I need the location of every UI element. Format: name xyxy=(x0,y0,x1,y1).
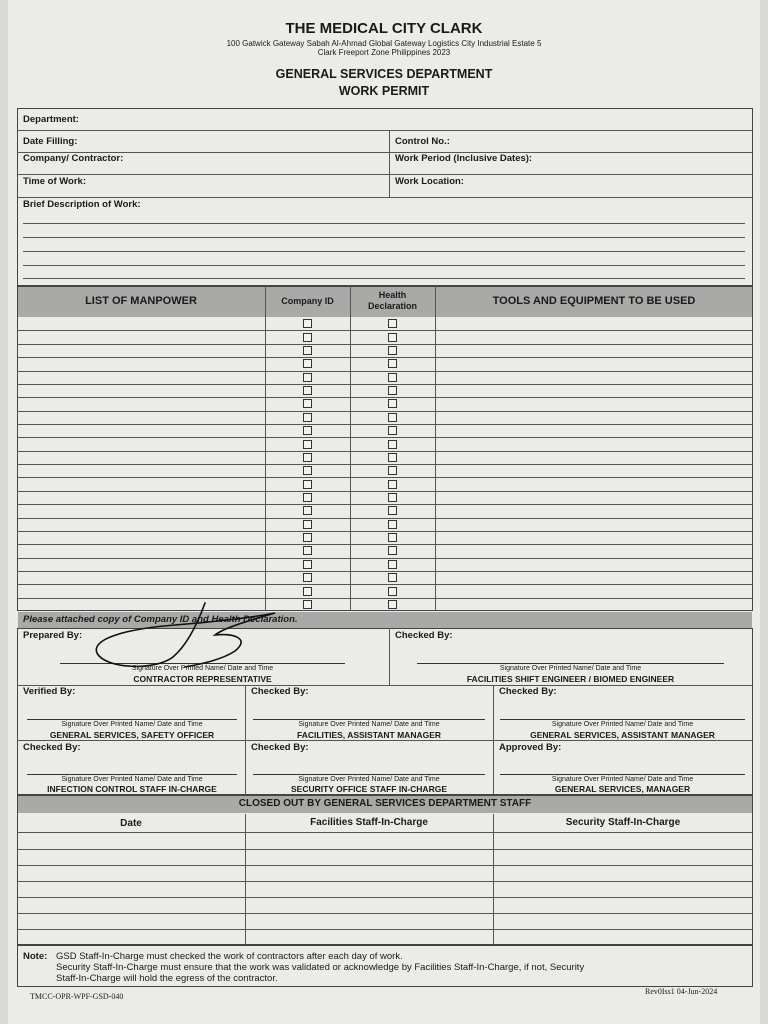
attach-note: Please attached copy of Company ID and Health Declaration. xyxy=(23,614,298,625)
role-contractor: CONTRACTOR REPRESENTATIVE xyxy=(133,674,272,684)
role-security-office: SECURITY OFFICE STAFF IN-CHARGE xyxy=(291,784,447,794)
divider xyxy=(389,130,390,197)
signature-line-security-office[interactable] xyxy=(253,774,485,775)
note-line3: Staff-In-Charge will hold the egress of the contractor. xyxy=(56,973,278,984)
company-id-checkbox[interactable] xyxy=(303,386,312,395)
checked-by-label: Checked By: xyxy=(251,686,309,697)
role-infection-control: INFECTION CONTROL STAFF IN-CHARGE xyxy=(47,784,217,794)
approved-by-label: Approved By: xyxy=(499,742,562,753)
signature-caption: Signature Over Printed Name/ Date and Time xyxy=(298,721,440,728)
health-declaration-checkbox[interactable] xyxy=(388,506,397,515)
company-id-checkbox[interactable] xyxy=(303,413,312,422)
checked-by-label: Checked By: xyxy=(23,742,81,753)
work-period-field-label[interactable]: Work Period (Inclusive Dates): xyxy=(395,153,533,164)
divider xyxy=(17,197,753,198)
company-id-checkbox[interactable] xyxy=(303,453,312,462)
role-gs-manager: GENERAL SERVICES, MANAGER xyxy=(554,784,691,794)
company-id-checkbox[interactable] xyxy=(303,319,312,328)
col-health-declaration-l2: Declaration xyxy=(367,301,418,311)
closeout-title: CLOSED OUT BY GENERAL SERVICES DEPARTMENT STAFF xyxy=(238,798,532,809)
handwritten-signature-icon xyxy=(85,595,285,675)
signature-caption: Signature Over Printed Name/ Date and Time xyxy=(551,721,694,728)
signature-line-gs-manager[interactable] xyxy=(500,774,745,775)
divider xyxy=(17,685,753,686)
checked-by-label: Checked By: xyxy=(499,686,557,697)
manpower-row[interactable] xyxy=(17,477,265,490)
manpower-row[interactable] xyxy=(17,384,265,397)
signature-line-gs-am[interactable] xyxy=(500,719,745,720)
divider xyxy=(17,174,753,175)
manpower-row[interactable] xyxy=(17,451,265,464)
divider xyxy=(245,814,246,945)
closeout-row[interactable] xyxy=(17,865,753,866)
health-declaration-checkbox[interactable] xyxy=(388,319,397,328)
divider xyxy=(265,286,266,611)
manpower-row[interactable] xyxy=(17,397,265,410)
col-date: Date xyxy=(120,818,142,829)
company-id-checkbox[interactable] xyxy=(303,506,312,515)
health-declaration-checkbox[interactable] xyxy=(388,386,397,395)
col-security-staff: Security Staff-In-Charge xyxy=(565,817,681,828)
col-health-declaration-l1: Health xyxy=(378,290,407,300)
note-line2: Security Staff-In-Charge must ensure that the work was validated or acknowledge by Facilities Staff-In-Charge, if not, Security xyxy=(56,962,585,973)
manpower-row[interactable] xyxy=(17,464,265,477)
company-contractor-field-label[interactable]: Company/ Contractor: xyxy=(23,153,124,164)
manpower-row[interactable] xyxy=(17,330,265,343)
manpower-row[interactable] xyxy=(17,344,265,357)
work-location-field-label[interactable]: Work Location: xyxy=(395,176,464,187)
checked-by-label: Checked By: xyxy=(395,630,453,641)
closeout-row[interactable] xyxy=(17,913,753,914)
manpower-row[interactable] xyxy=(17,491,265,504)
company-id-checkbox[interactable] xyxy=(303,440,312,449)
health-declaration-checkbox[interactable] xyxy=(388,373,397,382)
signature-line-safety-officer[interactable] xyxy=(27,719,237,720)
health-declaration-checkbox[interactable] xyxy=(388,466,397,475)
health-declaration-checkbox[interactable] xyxy=(388,426,397,435)
health-declaration-checkbox[interactable] xyxy=(388,560,397,569)
health-declaration-checkbox[interactable] xyxy=(388,346,397,355)
department-title: GENERAL SERVICES DEPARTMENT xyxy=(275,67,493,81)
control-no-field-label[interactable]: Control No.: xyxy=(395,136,450,147)
manpower-row[interactable] xyxy=(17,504,265,517)
role-safety-officer: GENERAL SERVICES, SAFETY OFFICER xyxy=(49,730,215,740)
company-id-checkbox[interactable] xyxy=(303,373,312,382)
manpower-row[interactable] xyxy=(17,571,265,584)
description-line[interactable] xyxy=(23,265,745,266)
health-declaration-checkbox[interactable] xyxy=(388,573,397,582)
org-address-line2: Clark Freeport Zone Philippines 2023 xyxy=(317,48,451,57)
signature-line-facilities-am[interactable] xyxy=(253,719,485,720)
health-declaration-checkbox[interactable] xyxy=(388,359,397,368)
closeout-row[interactable] xyxy=(17,897,753,898)
health-declaration-checkbox[interactable] xyxy=(388,453,397,462)
manpower-row[interactable] xyxy=(17,357,265,370)
checked-by-label: Checked By: xyxy=(251,742,309,753)
health-declaration-checkbox[interactable] xyxy=(388,520,397,529)
divider xyxy=(493,685,494,795)
company-id-checkbox[interactable] xyxy=(303,600,312,609)
form-code: TMCC-OPR-WPF-GSD-040 xyxy=(30,992,124,1001)
closeout-row[interactable] xyxy=(17,849,753,850)
company-id-checkbox[interactable] xyxy=(303,560,312,569)
closeout-row[interactable] xyxy=(17,881,753,882)
note-line1: GSD Staff-In-Charge must checked the work of contractors after each day of work. xyxy=(56,951,403,962)
company-id-checkbox[interactable] xyxy=(303,333,312,342)
closeout-row[interactable] xyxy=(17,929,753,930)
divider xyxy=(17,152,753,153)
signature-caption: Signature Over Printed Name/ Date and Time xyxy=(61,721,203,728)
company-id-checkbox[interactable] xyxy=(303,546,312,555)
company-id-checkbox[interactable] xyxy=(303,587,312,596)
divider xyxy=(17,130,753,131)
health-declaration-checkbox[interactable] xyxy=(388,413,397,422)
company-id-checkbox[interactable] xyxy=(303,480,312,489)
divider xyxy=(245,685,246,795)
brief-description-field-label[interactable]: Brief Description of Work: xyxy=(23,199,141,210)
signature-caption: Signature Over Printed Name/ Date and Time xyxy=(298,776,440,783)
health-declaration-checkbox[interactable] xyxy=(388,333,397,342)
signature-caption: Signature Over Printed Name/ Date and Time xyxy=(499,665,642,672)
col-facilities-staff: Facilities Staff-In-Charge xyxy=(310,817,428,828)
manpower-row[interactable] xyxy=(17,544,265,557)
closeout-row[interactable] xyxy=(17,832,753,833)
description-line[interactable] xyxy=(23,278,745,279)
health-declaration-checkbox[interactable] xyxy=(388,600,397,609)
signature-line-facilities-engineer[interactable] xyxy=(417,663,724,664)
health-declaration-checkbox[interactable] xyxy=(388,493,397,502)
company-id-checkbox[interactable] xyxy=(303,573,312,582)
company-id-checkbox[interactable] xyxy=(303,346,312,355)
divider xyxy=(435,286,436,611)
divider xyxy=(350,286,351,611)
health-declaration-checkbox[interactable] xyxy=(388,587,397,596)
company-id-checkbox[interactable] xyxy=(303,520,312,529)
health-declaration-checkbox[interactable] xyxy=(388,546,397,555)
health-declaration-checkbox[interactable] xyxy=(388,533,397,542)
company-id-checkbox[interactable] xyxy=(303,466,312,475)
description-line[interactable] xyxy=(23,237,745,238)
org-address-line1: 100 Gatwick Gateway Sabah Al-Ahmad Global Gateway Logistics City Industrial Estate 5 xyxy=(226,39,542,48)
col-list-of-manpower: LIST OF MANPOWER xyxy=(85,295,197,307)
department-field-label[interactable]: Department: xyxy=(23,114,79,125)
prepared-by-label: Prepared By: xyxy=(23,630,83,641)
manpower-row[interactable] xyxy=(17,317,265,330)
manpower-row[interactable] xyxy=(17,518,265,531)
manpower-row[interactable] xyxy=(17,371,265,384)
company-id-checkbox[interactable] xyxy=(303,426,312,435)
company-id-checkbox[interactable] xyxy=(303,399,312,408)
company-id-checkbox[interactable] xyxy=(303,533,312,542)
col-company-id: Company ID xyxy=(281,296,334,306)
role-facilities-am: FACILITIES, ASSISTANT MANAGER xyxy=(296,730,442,740)
org-name: THE MEDICAL CITY CLARK xyxy=(285,20,483,37)
manpower-row[interactable] xyxy=(17,437,265,450)
col-tools-equipment: TOOLS AND EQUIPMENT TO BE USED xyxy=(492,295,696,307)
health-declaration-checkbox[interactable] xyxy=(388,399,397,408)
signature-caption: Signature Over Printed Name/ Date and Time xyxy=(131,665,274,672)
company-id-checkbox[interactable] xyxy=(303,359,312,368)
signature-line-infection-control[interactable] xyxy=(27,774,237,775)
divider xyxy=(17,740,753,741)
manpower-row[interactable] xyxy=(17,411,265,424)
role-gs-am: GENERAL SERVICES, ASSISTANT MANAGER xyxy=(530,730,715,740)
signature-caption: Signature Over Printed Name/ Date and Time xyxy=(61,776,203,783)
health-declaration-checkbox[interactable] xyxy=(388,480,397,489)
divider xyxy=(493,814,494,945)
company-id-checkbox[interactable] xyxy=(303,493,312,502)
form-title: WORK PERMIT xyxy=(338,84,430,98)
description-line[interactable] xyxy=(23,251,745,252)
manpower-row[interactable] xyxy=(17,531,265,544)
divider xyxy=(389,628,390,685)
time-of-work-field-label[interactable]: Time of Work: xyxy=(23,176,86,187)
date-filling-field-label[interactable]: Date Filling: xyxy=(23,136,78,147)
note-label: Note: xyxy=(23,951,48,962)
description-line[interactable] xyxy=(23,223,745,224)
revision-code: Rev0Iss1 04-Jun-2024 xyxy=(645,987,718,996)
manpower-row[interactable] xyxy=(17,424,265,437)
health-declaration-checkbox[interactable] xyxy=(388,440,397,449)
signature-caption: Signature Over Printed Name/ Date and Time xyxy=(551,776,694,783)
manpower-row[interactable] xyxy=(17,558,265,571)
verified-by-label: Verified By: xyxy=(23,686,76,697)
role-facilities-engineer: FACILITIES SHIFT ENGINEER / BIOMED ENGINEER xyxy=(466,674,675,684)
